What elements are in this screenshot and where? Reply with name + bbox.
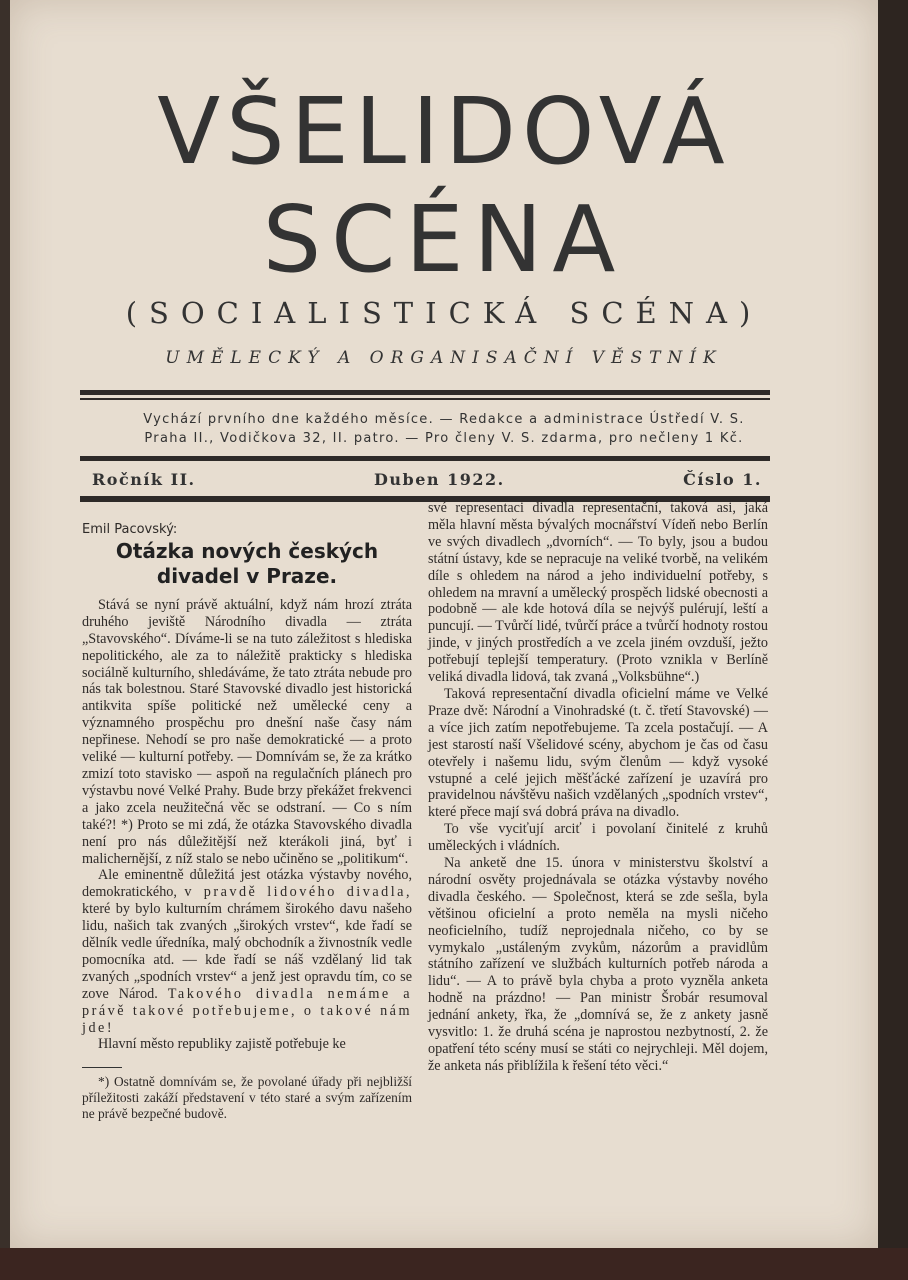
paragraph-text: které by bylo kulturním chrámem širokého davu našeho lidu, našich tak zvaných „širokých vrstev“, kde řadí se dělník vedle úředníka, malý obchodník a živnostník vedle pomocníka atd. — kde řadí se náš vzdělaný lid tak zvaných „spodních vrstev“ a jenž jest opravdu tím, co se zove Národ.	[82, 901, 412, 1002]
article-paragraph: Hlavní město republiky zajistě potřebuje ke	[98, 1036, 346, 1053]
article-column-right	[428, 500, 768, 1075]
background-edge-right	[878, 0, 908, 1280]
divider-rule-thin	[80, 398, 770, 400]
article-column-left	[82, 522, 412, 1122]
volume-label: Ročník II.	[92, 470, 196, 489]
divider-rule	[80, 390, 770, 395]
article-paragraph: To vše vyciťují arciť i povolaní činitelé z kruhů uměleckých i vládních.	[428, 821, 768, 855]
divider-rule	[80, 456, 770, 461]
footnote-rule	[82, 1067, 122, 1068]
article-headline: Otázka nových českých divadel v Praze.	[115, 538, 379, 588]
article-paragraph: své representaci divadla representační, taková asi, jaká měla hlavní města bývalých mocnářství Vídeň nebo Berlín ve svých divadlech „dvorních“. — To byly, jsou a budou státní ústavy, kde se nepracuje na veliké tvorbě, na velikém díle s ohledem na národ a jeho individuelní potřeby, s ohledem na mravní a umělecký prospěch lidské obecnosti a podobně — ale kde hotová díla se nejvýš pulérují, leští a puncují. — Tvůrčí lidé, tvůrčí práce a tvůrčí hodnoty rostou jinde, v jiných prostředích a ve zcela jiném ovzduší, ježto potřebují teplejší temperatury. (Proto vznikla v Berlíně veliká divadla lidová, tak zvaná „Volksbühne“.)	[428, 500, 768, 686]
issue-number: Číslo 1.	[683, 470, 762, 489]
publication-info-line1: Vychází prvního dne každého měsíce. — Redakce a administrace Ústředí V. S.	[143, 412, 745, 427]
footnote: *) Ostatně domnívám se, že povolané úřady při nejbližší příležitosti zakáží představení v této staré a svým zařízením ne právě bezpečné budově.	[82, 1074, 412, 1122]
issue-row	[92, 470, 762, 489]
background-edge-bottom	[0, 1248, 908, 1280]
issue-date: Duben 1922.	[374, 470, 505, 489]
masthead-subtitle: (SOCIALISTICKÁ SCÉNA)	[125, 296, 763, 330]
article-author: Emil Pacovský:	[82, 522, 178, 537]
publication-info-line2: Praha II., Vodičkova 32, II. patro. — Pro členy V. S. zdarma, pro nečleny 1 Kč.	[144, 431, 744, 446]
paragraph-text: Ale eminentně důležitá jest otázka výstavby nového, demokratického,	[82, 867, 412, 901]
masthead-title-line1: VŠELIDOVÁ	[157, 78, 731, 185]
newspaper-page	[10, 0, 878, 1248]
background-edge	[0, 0, 10, 1280]
article-paragraph: Taková representační divadla oficielní máme ve Velké Praze dvě: Národní a Vinohradské (t. č. třetí Stavovské) — a více jich zatím nepotřebujeme. Ta zcela postačují. — A jest starostí naší Všelidové scény, abychom je čas od času otevřely i našemu lidu, svým členům — když vysoké vstupné a celé jejich měšťácké zařízení je uzavírá pro pravidelnou návštěvu našich vzdělaných „spodních vrstev“, které přece mají svá dobrá práva na divadlo.	[428, 685, 768, 821]
article-paragraph	[82, 867, 412, 1036]
emphasis-text: Takového divadla nemáme a právě takové potřebujeme, o takové nám jde!	[82, 985, 412, 1036]
article-paragraph: Na anketě dne 15. února v ministerstvu školství a národní osvěty projednávala se otázka výstavby nového divadla českého. — Společnost, která se zde sešla, byla většinou oficielní a proto neměla na mysli ničeho neoficielního, tudíž neprojednala ničeho, co by se vymykalo „ustáleným zvykům, názorům a pravidlům státního zařízení ve službách kulturních potřeb národa a lidu“. — A to právě byla chyba a proto vyzněla anketa hodně na prázdno! — Pan ministr Šrobár resumoval jednání ankety, řka, že „domnívá se, že z ankety jasně vysvitlo: 1. že druhá scéna je naprostou nezbytností, 2. že opatření této scény musí se státi co nejrychleji. Měl dojem, že anketa nás přiblížila k řešení této věci.“	[428, 855, 768, 1074]
masthead-title-line2: SCÉNA	[262, 186, 626, 293]
article-paragraph: Stává se nyní právě aktuální, když nám hrozí ztráta druhého jeviště Národního divadla — ztráta „Stavovského“. Díváme-li se na tuto záležitost s hlediska nepolitického, ale za to náležitě prakticky s hlediska sociálně kulturního, shledáváme, že tato ztráta nebude pro nás tak bolestnou. Staré Stavovské divadlo jest historická antikvita spíše politické než umělecké ceny a významného prospěchu pro dnešní naše časy nám nepřinese. Nehodí se pro naše demokratické — a proto veliké — kulturní potřeby. — Domnívám se, že za krátko zmizí toto stavisko — aspoň na regulačních plánech pro výstavbu nové Velké Prahy. Bude brzy překážet frekvenci a jako zcela neužitečná věc se odstraní. — Co s ním také?! *) Proto se mi zdá, že otázka Stavovského divadla není pro nás důležitější než kterákoli jiná, byť i malichernější, z níž stalo se nebo učiněno se „politikum“.	[82, 596, 412, 867]
masthead-tagline: UMĚLECKÝ A ORGANISAČNÍ VĚSTNÍK	[165, 348, 723, 368]
emphasis-text: v pravdě lidového divadla,	[184, 884, 413, 901]
